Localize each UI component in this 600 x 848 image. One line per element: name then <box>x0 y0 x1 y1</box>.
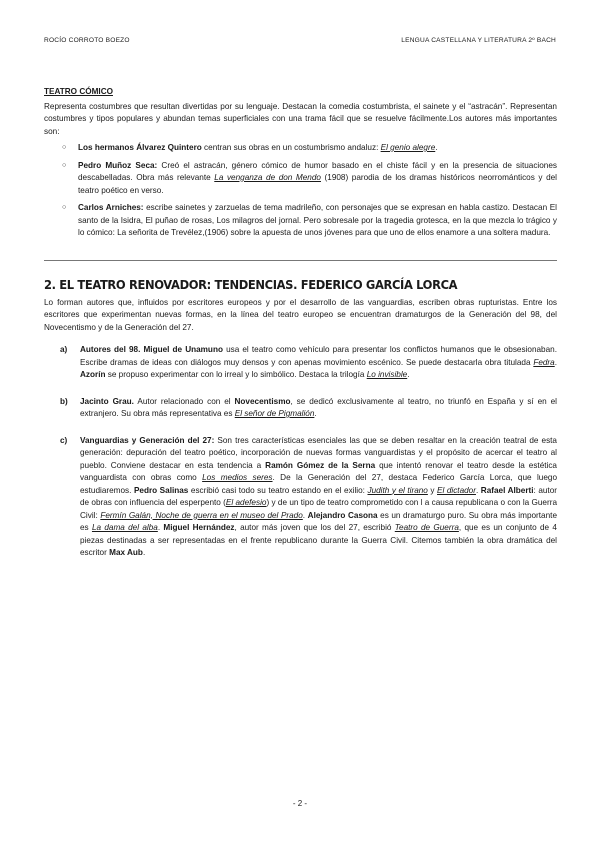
item-text: se propuso experimentar con lo irreal y lo simbólico. Destaca la trilogía <box>105 370 367 379</box>
item-text: . <box>142 548 146 557</box>
section-title-teatro-comico: TEATRO CÓMICO <box>44 87 113 96</box>
list-item-c <box>44 435 557 560</box>
item-text: . De la Generación del 27, destaca Federico García Lorca, que luego estudiaremos. <box>80 473 558 495</box>
author-name: Los hermanos Álvarez Quintero <box>78 143 202 152</box>
item-text: ) y de un tipo de teatro comprometido con l a causa republicana o con la Guerra Civil: <box>80 498 557 520</box>
work-title: Judith y el tirano <box>367 485 428 495</box>
list-marker: c) <box>60 435 68 445</box>
bullet-icon: ○ <box>62 161 67 169</box>
section-title-teatro-renovador: 2. EL TEATRO RENOVADOR: TENDENCIAS. FEDERICO GARCÍA LORCA <box>44 276 458 292</box>
item-text: es un dramaturgo puro. Su obra más importante es <box>80 510 557 532</box>
item-text: . <box>302 510 308 520</box>
bold-text: Rafael Alberti <box>480 485 534 495</box>
item-text: : autor de obras con influencia del esperpento ( <box>80 485 557 507</box>
bold-text: Pedro Salinas <box>133 485 189 495</box>
item-text: Creó el astracán, género cómico de humor basado en el chiste fácil y en la presencia de situaciones descabelladas. Obra más relevante <box>78 160 557 182</box>
work-title: Fermín Galán, Noche de guerra en el museo del Prado <box>100 510 303 520</box>
work-title: La venganza de don Mendo <box>214 173 321 182</box>
work-title: El dictador <box>437 485 476 495</box>
bold-text: Vanguardias y Generación del 27: <box>80 435 215 445</box>
item-text: . <box>475 485 481 495</box>
author-name: Carlos Arniches: <box>78 203 144 212</box>
bold-text: Azorín <box>80 370 106 379</box>
item-text: escribe sainetes y zarzuelas de tema madrileño, con personajes que se expresan en habla castizo. Destacan El santo de la Isidra, El puñao de rosas, Los milagros del jornal. Pero sobresale por la tragedia grotesca, en la que mezcla lo trágico y lo cómico: La señorita de Trevélez,(1906) sobre la apuesta de unos jóvenes para que uno de ellos enamore a una soltera madura. <box>78 203 557 237</box>
item-text: . <box>314 409 317 418</box>
comic-authors-list <box>44 142 557 240</box>
work-title: Los medios seres <box>202 473 273 482</box>
teatro-renovador-intro: Lo forman autores que, influidos por escritores europeos y por el desarrollo de las vanguardias, escriben obras rupturistas. Entre los escritores que experimentan nuevas formas, en la línea del teatro europeo se encuentran dramaturgos de la Generación del 98, del Novecentismo y de la Generación del 27. <box>44 297 557 332</box>
list-item-a <box>44 344 557 382</box>
item-text: (1908) parodia de los dramas históricos neorrománticos y del teatro poético en verso. <box>78 173 557 195</box>
document-body <box>44 86 557 574</box>
work-title: El señor de Pigmalión <box>234 409 315 418</box>
list-item <box>44 160 557 198</box>
item-text: , se dedicó exclusivamente al teatro, no triunfó en España y sí en el extranjero. Su obra más representativa es <box>80 396 557 418</box>
bold-text: Alejandro Casona <box>307 510 378 520</box>
tendencies-list <box>44 344 557 560</box>
item-text: . <box>435 143 438 152</box>
item-text: usa el teatro como vehículo para presentar los conflictos humanos que le obsesionaban. Escribe dramas de ideas con diálogos muy densos y con apenas movimiento escénico. Se puede destacarla obra titulada <box>80 345 557 367</box>
work-title: Lo invisible <box>366 370 408 379</box>
item-text: , que es un conjunto de 4 piezas destinadas a ser representadas en el frente republicano durante la Guerra Civil. Citemos también la obra dramática del escritor <box>80 523 557 557</box>
bold-text: Miguel Hernández <box>163 523 235 532</box>
list-item <box>44 202 557 240</box>
author-name: Pedro Muñoz Seca: <box>78 160 158 170</box>
list-item-b <box>44 396 557 421</box>
list-item <box>44 142 557 155</box>
item-text: Son tres características esenciales las que se deben resaltar en la creación teatral de esta generación: depuración del teatro poético, incorporación de nuevas formas vanguardistas y el propósito de acercar el teatro al pueblo. Conviene destacar en esta tendencia a <box>80 435 557 470</box>
work-title: La dama del alba <box>91 523 158 532</box>
work-title: El adefesio <box>225 498 267 507</box>
item-text: escribió casi todo su teatro estando en el exilio: <box>188 485 368 495</box>
bold-text: Ramón Gómez de la Serna <box>265 460 376 470</box>
item-text: . <box>407 370 410 379</box>
work-title: El genio alegre <box>380 143 436 152</box>
bold-text: Novecentismo <box>234 396 291 406</box>
item-text: y <box>427 485 438 495</box>
item-text: . <box>157 523 164 532</box>
item-text: . <box>554 357 557 367</box>
bold-text: Jacinto Grau. <box>80 396 134 406</box>
teatro-comico-intro: Representa costumbres que resultan divertidas por su lenguaje. Destacan la comedia costumbrista, el sainete y el “astracán”. Representan costumbres y tipos populares y abundan temas superficiales con una trama fácil que se resuelve fácilmente.Los autores más importantes son: <box>44 101 557 136</box>
section-divider <box>44 260 557 261</box>
bold-text: Max Aub <box>109 548 143 557</box>
bullet-icon: ○ <box>62 204 67 211</box>
bullet-icon: ○ <box>62 144 67 151</box>
work-title: Teatro de Guerra <box>394 523 459 532</box>
page-number: - 2 - <box>292 799 308 808</box>
item-text: centran sus obras en un costumbrismo andaluz: <box>201 143 381 152</box>
list-marker: a) <box>60 345 68 354</box>
item-text: , autor más joven que los del 27, escribió <box>234 523 395 532</box>
header-subject: LENGUA CASTELLANA Y LITERATURA 2º BACH <box>401 37 556 44</box>
item-text: que intentó renovar el teatro desde la estética vanguardista con obras como <box>80 460 557 482</box>
header-author: ROCÍO CORROTO BOEZO <box>44 37 130 44</box>
work-title: Fedra <box>533 357 555 367</box>
item-text: Autor relacionado con el <box>133 396 235 406</box>
list-marker: b) <box>60 396 68 406</box>
bold-text: Autores del 98. Miguel de Unamuno <box>80 345 223 354</box>
